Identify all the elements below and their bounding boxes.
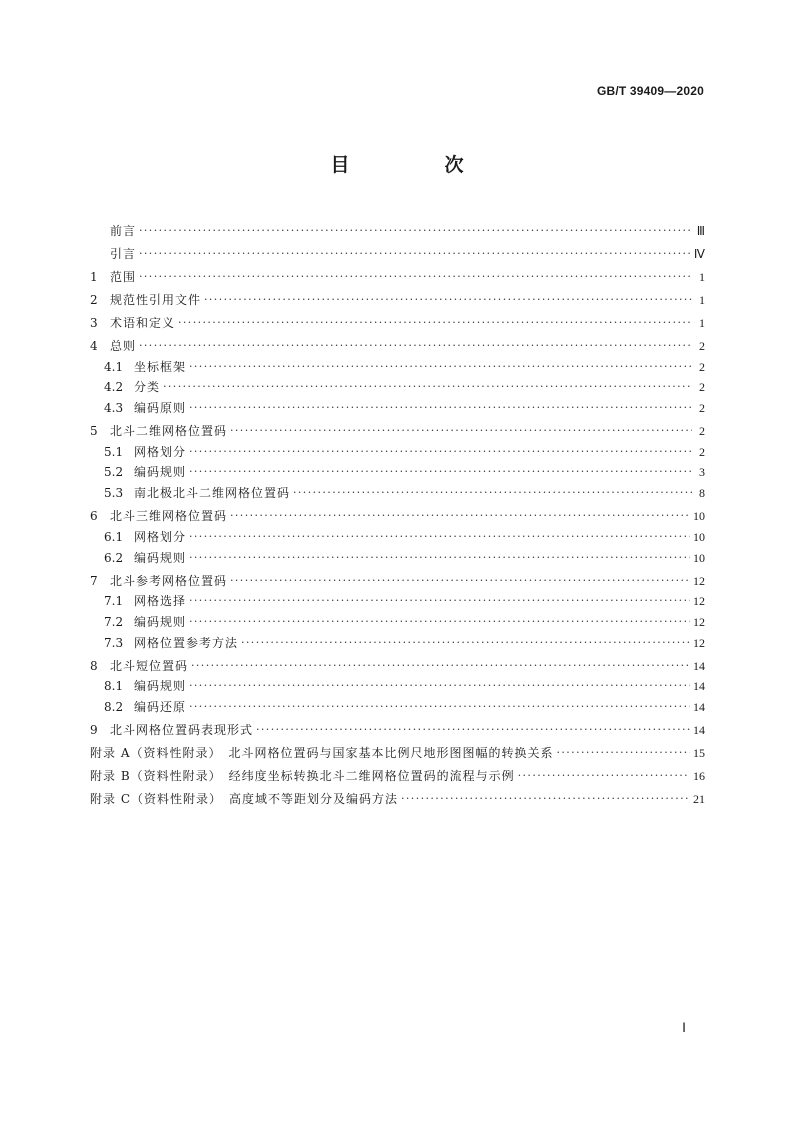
- toc-entry-page: 14: [693, 722, 705, 737]
- toc-entry-label: 附录 A（资料性附录） 北斗网格位置码与国家基本比例尺地形图图幅的转换关系: [90, 745, 554, 760]
- dot-leader: [241, 636, 690, 650]
- toc-entry-number: 4: [90, 339, 98, 353]
- dot-leader: [189, 465, 692, 479]
- toc-entry[interactable]: [90, 629, 705, 650]
- toc-entry-page: 1: [699, 316, 705, 330]
- dot-leader: [189, 551, 690, 565]
- toc-entry-label: 附录 B（资料性附录） 经纬度坐标转换北斗二维网格位置码的流程与示例: [90, 768, 515, 783]
- toc-entry-number: 8: [90, 658, 98, 673]
- dot-leader: [518, 769, 690, 783]
- toc-entry-page: 15: [693, 745, 705, 760]
- toc-entry[interactable]: [90, 714, 705, 737]
- toc-entry-label: 南北极北斗二维网格位置码: [134, 486, 291, 501]
- dot-leader: [189, 360, 692, 374]
- toc-entry-page: Ⅳ: [693, 247, 705, 261]
- dot-leader: [230, 424, 692, 438]
- toc-entry[interactable]: [90, 215, 705, 238]
- toc-entry-label: 编码规则: [134, 550, 187, 565]
- dot-leader: [189, 594, 690, 608]
- toc-entry[interactable]: [90, 353, 705, 374]
- toc-entry-number: 6.2: [104, 550, 124, 565]
- dot-leader: [189, 445, 692, 459]
- toc-entry-label: 网格划分: [134, 444, 187, 459]
- toc-entry-page: 10: [693, 550, 705, 565]
- toc-entry[interactable]: [90, 650, 705, 673]
- toc-entry[interactable]: [90, 330, 705, 353]
- toc-entry-page: 2: [699, 359, 705, 374]
- toc-entry-page: 8: [699, 486, 705, 501]
- toc-entry-page: 21: [693, 791, 705, 806]
- dot-leader: [401, 792, 690, 806]
- toc-entry-label: 编码规则: [134, 465, 187, 480]
- toc-entry-label: 网格选择: [134, 594, 187, 609]
- toc-entry-page: 2: [699, 424, 705, 439]
- toc-entry-page: Ⅲ: [696, 224, 705, 238]
- toc-entry-number: 7.3: [104, 635, 124, 650]
- dot-leader: [189, 615, 690, 629]
- toc-entry-page: 10: [693, 529, 705, 544]
- page-number: Ⅰ: [682, 1020, 686, 1035]
- toc-entry-number: 6: [90, 509, 98, 524]
- dot-leader: [191, 659, 690, 673]
- toc-entry-page: 14: [693, 658, 705, 673]
- toc-entry-label: 范围: [110, 270, 137, 284]
- toc-entry-label: 术语和定义: [110, 316, 176, 330]
- toc-entry[interactable]: [90, 544, 705, 565]
- toc-entry-label: 引言: [110, 247, 137, 261]
- toc-entry-label: 规范性引用文件: [110, 293, 202, 307]
- toc-entry-page: 16: [693, 768, 705, 783]
- toc-entry-page: 1: [699, 270, 705, 284]
- toc-entry-page: 2: [699, 380, 705, 395]
- table-of-contents: [90, 215, 705, 806]
- toc-entry-label: 编码原则: [134, 401, 187, 416]
- toc-entry-label: 北斗参考网格位置码: [110, 573, 228, 588]
- page-title: 目 次: [330, 154, 502, 176]
- dot-leader: [189, 700, 690, 714]
- toc-entry-page: 14: [693, 699, 705, 714]
- toc-entry[interactable]: [90, 523, 705, 544]
- toc-entry-page: 2: [699, 339, 705, 353]
- toc-entry-label: 附录 C（资料性附录） 高度域不等距划分及编码方法: [90, 791, 398, 806]
- dot-leader: [139, 339, 692, 353]
- toc-entry[interactable]: [90, 459, 705, 480]
- toc-entry[interactable]: [90, 438, 705, 459]
- toc-entry[interactable]: [90, 261, 705, 284]
- toc-entry[interactable]: [90, 500, 705, 523]
- dot-leader: [293, 486, 692, 500]
- toc-entry-page: 12: [693, 614, 705, 629]
- dot-leader: [189, 401, 692, 415]
- toc-entry-number: 7.2: [104, 614, 124, 629]
- toc-entry[interactable]: [90, 760, 705, 783]
- toc-entry[interactable]: [90, 394, 705, 415]
- toc-entry[interactable]: [90, 284, 705, 307]
- toc-entry-page: 2: [699, 401, 705, 416]
- toc-entry-page: 1: [699, 293, 705, 307]
- dot-leader: [189, 530, 690, 544]
- toc-entry-number: 9: [90, 722, 98, 737]
- standard-code: GB/T 39409—2020: [596, 84, 704, 98]
- toc-entry-number: 8.2: [104, 699, 124, 714]
- dot-leader: [163, 380, 692, 394]
- toc-entry-page: 12: [693, 573, 705, 588]
- toc-entry[interactable]: [90, 415, 705, 438]
- toc-entry[interactable]: [90, 693, 705, 714]
- toc-entry-number: 6.1: [104, 529, 124, 544]
- dot-leader: [178, 316, 692, 330]
- toc-entry-label: 总则: [110, 339, 137, 353]
- toc-entry-label: 北斗短位置码: [110, 658, 189, 673]
- toc-entry-label: 分类: [134, 380, 161, 395]
- toc-entry-label: 编码规则: [134, 614, 187, 629]
- toc-entry[interactable]: [90, 374, 705, 395]
- toc-entry[interactable]: [90, 673, 705, 694]
- toc-entry-number: 4.3: [104, 401, 124, 416]
- toc-entry[interactable]: [90, 588, 705, 609]
- toc-entry[interactable]: [90, 479, 705, 500]
- dot-leader: [139, 270, 692, 284]
- toc-entry[interactable]: [90, 737, 705, 760]
- toc-entry-page: 14: [693, 679, 705, 694]
- dot-leader: [556, 746, 690, 760]
- toc-entry-page: 12: [693, 635, 705, 650]
- toc-entry-label: 网格位置参考方法: [134, 635, 239, 650]
- toc-entry-number: 5.3: [104, 486, 124, 501]
- toc-entry-number: 4.2: [104, 380, 124, 395]
- toc-entry-page: 12: [693, 594, 705, 609]
- dot-leader: [139, 224, 692, 238]
- dot-leader: [230, 509, 690, 523]
- toc-entry-label: 编码规则: [134, 679, 187, 694]
- toc-entry[interactable]: [90, 307, 705, 330]
- toc-entry-label: 网格划分: [134, 529, 187, 544]
- toc-entry-number: 3: [90, 316, 98, 330]
- toc-entry-number: 7.1: [104, 594, 124, 609]
- toc-entry-number: 5.1: [104, 444, 124, 459]
- toc-entry-page: 3: [699, 465, 705, 480]
- dot-leader: [230, 574, 690, 588]
- toc-entry-page: 10: [693, 509, 705, 524]
- toc-entry-label: 北斗二维网格位置码: [110, 424, 228, 439]
- toc-entry-number: 2: [90, 293, 98, 307]
- toc-entry-number: 4.1: [104, 359, 124, 374]
- dot-leader: [139, 247, 691, 261]
- toc-entry-label: 前言: [110, 224, 137, 238]
- toc-entry-number: 5.2: [104, 465, 124, 480]
- toc-entry-page: 2: [699, 444, 705, 459]
- dot-leader: [256, 723, 690, 737]
- toc-entry[interactable]: [90, 783, 705, 806]
- dot-leader: [204, 293, 692, 307]
- toc-entry-label: 编码还原: [134, 699, 187, 714]
- toc-entry[interactable]: [90, 608, 705, 629]
- toc-entry-label: 坐标框架: [134, 359, 187, 374]
- toc-entry[interactable]: [90, 238, 705, 261]
- toc-entry[interactable]: [90, 565, 705, 588]
- toc-entry-number: 8.1: [104, 679, 124, 694]
- toc-entry-number: 1: [90, 270, 98, 284]
- dot-leader: [189, 679, 690, 693]
- toc-entry-label: 北斗网格位置码表现形式: [110, 722, 254, 737]
- toc-entry-label: 北斗三维网格位置码: [110, 509, 228, 524]
- toc-entry-number: 5: [90, 424, 98, 439]
- toc-entry-number: 7: [90, 573, 98, 588]
